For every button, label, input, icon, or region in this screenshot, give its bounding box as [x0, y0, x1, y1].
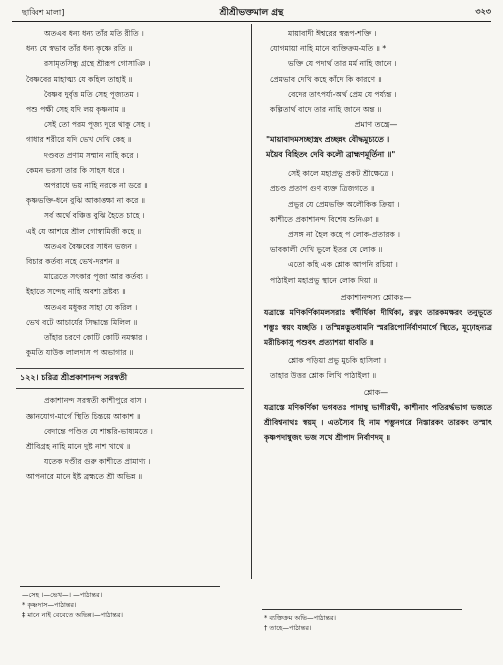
verse-line: ধন্য যে স্বভাব তাঁর ধন্য কৃষ্ণে রতি ॥ — [26, 44, 133, 54]
verse-line: যতেক দণ্ডীর গুরু কাশীতে প্রামাণ্য । — [44, 457, 151, 467]
verse-block-5 — [260, 353, 492, 383]
verse-line: বেদান্তে পণ্ডিত যে শাঙ্করি-ভাষ্যমতে । — [44, 426, 153, 436]
verse-line: কাশীতে প্রকাশানন্দ বিশেষ শুনিঞা ॥ — [270, 214, 379, 224]
verse-block-1 — [16, 26, 244, 360]
verse-line: শ্লোক পড়িয়া প্রভু মুচকি হাসিলা । — [288, 355, 387, 365]
verse-line: প্রচণ্ড প্রতাপ গুণ ব্যক্ত ত্রিজগতে ॥ — [270, 184, 375, 194]
verse-line: ভাবকালী দেখি ভুলে ইতর যে লোক ॥ — [270, 245, 383, 255]
verse-line: অতএব ধন্য ধন্য তাঁর মতি রীতি । — [44, 29, 144, 38]
sloka-heading-2: শ্লোক— — [363, 388, 389, 398]
quote-line: ময়ৈব বিহিতং দেবি কলৌ ব্রাহ্মণমূর্তিনা ॥" — [266, 150, 396, 160]
verse-line: সেই কালে মহাপ্রভু প্রকট শ্রীক্ষেত্রে । — [288, 169, 394, 179]
verse-line: বেদের তাৎপর্য্য-অর্থ প্রেম যে পর্য্যন্ত । — [288, 89, 397, 99]
footnotes-right — [264, 613, 492, 633]
footnote: * ব্যক্তিক্রম অভি—পাঠান্তর। — [264, 614, 336, 622]
left-column — [16, 26, 244, 485]
footnote: ‡ মানে নাই বেবেতে অভিন্ন।—পাঠান্তর। — [22, 611, 123, 619]
verse-line: তাহার উত্তর শ্লোক লিখি পাঠাইলা ॥ — [270, 371, 377, 381]
verse-line: কৃষ্ণভক্তি-ধনে বুঝি আকাঙ্ক্ষা না করে ॥ — [26, 196, 146, 206]
verse-line: জ্ঞানযোগ-মার্গে স্থিতি চিন্তয়ে আকাশ ॥ — [26, 411, 141, 421]
verse-line: আপনারে মানে ইষ্ট ব্রহ্মতে শ্রী অভিন্ন ॥ — [26, 472, 143, 482]
verse-line: গাধার শরীরে যদি ভেখ দেখি কেহ ॥ — [26, 135, 132, 145]
sanskrit-verse-1: যত্রাস্তে মণিকর্ণিকামলসরাঃ স্বর্দীর্ঘিকা দীর্ঘিকা, রত্নং তারকমক্ষরং তনুভূতে শম্ভুঃ স্বয়ং যচ্ছতি । তস্মিন্নদ্ভুতধামনি স্মররিপোর্নির্বাণমার্গে স্থিতে, মূঢ়োহন্যত্র মরীচিকাসু পশুবৎ প্রত্যাশয়া ধাবতি ॥ — [264, 307, 492, 347]
footnotes-left — [22, 590, 250, 620]
sanskrit-verse-2: যত্রাস্তে মণিকর্ণিকা ভগবতঃ পাদাম্বু ভাগীরথী, কাশীনাং পতিরর্দ্ধভাগ ভজতে শ্রীবিশ্বনাথঃ স্বয়ম্ । এতস্যৈব হি নাম শম্ভুনগরে নিস্তারকং তারকং তস্মাৎ কৃষ্ণপদাম্বুজং ভজ সখে শ্রীপাদ নির্বাণদম্ ॥ — [264, 403, 492, 443]
verse-line: পাঠাইলা মহাপ্রভু স্থানে লোক দিয়া ॥ — [270, 275, 378, 285]
verse-block-2 — [16, 393, 244, 484]
verse-block-3 — [260, 26, 492, 117]
section-heading: ১২২। চরিত্র শ্রীপ্রকাশানন্দ সরস্বতী — [16, 368, 244, 389]
pramana-heading: প্রমাণ তন্ত্রে— — [354, 120, 398, 130]
verse-line: এতো কহি এক শ্লোক আপনি রচিয়া । — [288, 260, 398, 270]
page-number: ৩২৩ — [475, 7, 491, 16]
verse-line: প্রসঙ্গ না হৈল কহে প লোক-প্রতারক । — [288, 230, 400, 240]
right-column — [260, 26, 492, 445]
verse-line: মায়াবাদী ঈশ্বরের স্বরূপ-শক্তি । — [288, 29, 377, 38]
header-title: শ্রীশ্রীভক্তমাল গ্রন্থ — [219, 8, 284, 18]
sanskrit-quote — [260, 132, 492, 162]
verse-line: অতএব বৈষ্ণবের সাধন ভজন । — [44, 241, 137, 251]
verse-line: বৈষ্ণবের মাহাত্ম্য যে কহিল তাহাই ॥ — [26, 74, 133, 84]
verse-line: কুমতি যাউক লালদাস প অভাগার ॥ — [26, 348, 134, 358]
verse-line: রসামৃতসিন্ধু গ্রন্থে শ্রীরূপ গোসাঞি । — [44, 59, 151, 69]
verse-line: বিচার কর্তব্য নহে ভেখ-দরশন ॥ — [26, 257, 120, 267]
verse-line: মাত্রেতে সৎকার পূজা আর কর্তব্য । — [44, 272, 148, 282]
verse-line: কেমন ভরসা তার কি সাহস ধরে । — [26, 165, 125, 175]
verse-line: যোগমায়া নাহি মানে ব্যক্তিক্রম-মতি ॥ * — [270, 44, 387, 54]
footnote: † তাহে—পাঠান্তর। — [264, 624, 312, 632]
column-divider — [251, 24, 252, 579]
verse-line: সেই তো পরম পূজ্য দূরে থাকু সেহ । — [44, 120, 151, 130]
verse-line: এই যে আশয়ে শ্রীল গোস্বামিজী কহে ॥ — [26, 226, 142, 236]
book-page — [8, 4, 495, 661]
verse-line: দণ্ডবত প্রণাম সম্মান নাহি করে । — [44, 150, 139, 160]
verse-line: ভেখ বটে আচার্যের সিদ্ধান্তে মিলিল ॥ — [26, 317, 138, 327]
header-rule — [12, 21, 491, 22]
footnote: * কৃষ্ণদাস—পাঠান্তর। — [22, 601, 77, 609]
verse-line: শ্রীবিগ্রহ নাহি মানে দুষ্ট নাশ খাথে ॥ — [26, 442, 131, 452]
verse-line: সর্ব অর্থে বঞ্চিত্ত বুঝি হৈতে চাহে । — [44, 211, 145, 221]
sloka-heading: প্রকাশানন্দস্য শ্লোকঃ— — [340, 292, 412, 302]
verse-line: অপরাধে ভয় নাহি নরকে না ডরে ॥ — [44, 181, 148, 191]
verse-line: প্রকাশানন্দ সরস্বতী কাশীপুরে বাস । — [44, 396, 147, 406]
verse-line: প্রেমভাব দেখি কহে কাঁদে কি কারণে ॥ — [270, 74, 382, 84]
footnote: —সেহ ।—ভেখ—। —পাঠান্তর। — [22, 591, 103, 599]
verse-line: তাঁহার চরণে কোটি কোটি নমস্কার । — [44, 333, 148, 343]
verse-line: প্রভুর যে প্রেমভক্তি অলৌকিক ক্রিয়া । — [288, 199, 400, 209]
verse-line: অতএব মধুকর সাহা যে করিল । — [44, 302, 138, 312]
quote-line: "মায়াবাদমসচ্ছাস্ত্রং প্রচ্ছন্নং বৌদ্ধমুচ্যতে । — [266, 135, 390, 145]
verse-line: ইহাতে সন্দেহ নাহি অবশ্য দ্রষ্টব্য ॥ — [26, 287, 126, 297]
verse-line: ভক্তি যে পদার্থ তার মর্ম নাহি জানে । — [288, 59, 397, 69]
verse-line: কল্পিতার্থ বাদে তার নাহি জানে অন্ত ॥ — [270, 105, 382, 115]
verse-line: বৈষ্ণব দুর্বৃত্ত মতি সেহ পূজ্যতম । — [44, 89, 139, 99]
footnote-rule-left — [20, 586, 220, 587]
verse-line: পশু পক্ষী সেহ যদি লয় কৃষ্ণনাম ॥ — [26, 105, 126, 115]
footnote-rule-right — [262, 609, 462, 610]
verse-block-4 — [260, 166, 492, 288]
running-header — [8, 4, 495, 20]
header-chapter: ছাব্বিশ মালা] — [22, 8, 65, 17]
